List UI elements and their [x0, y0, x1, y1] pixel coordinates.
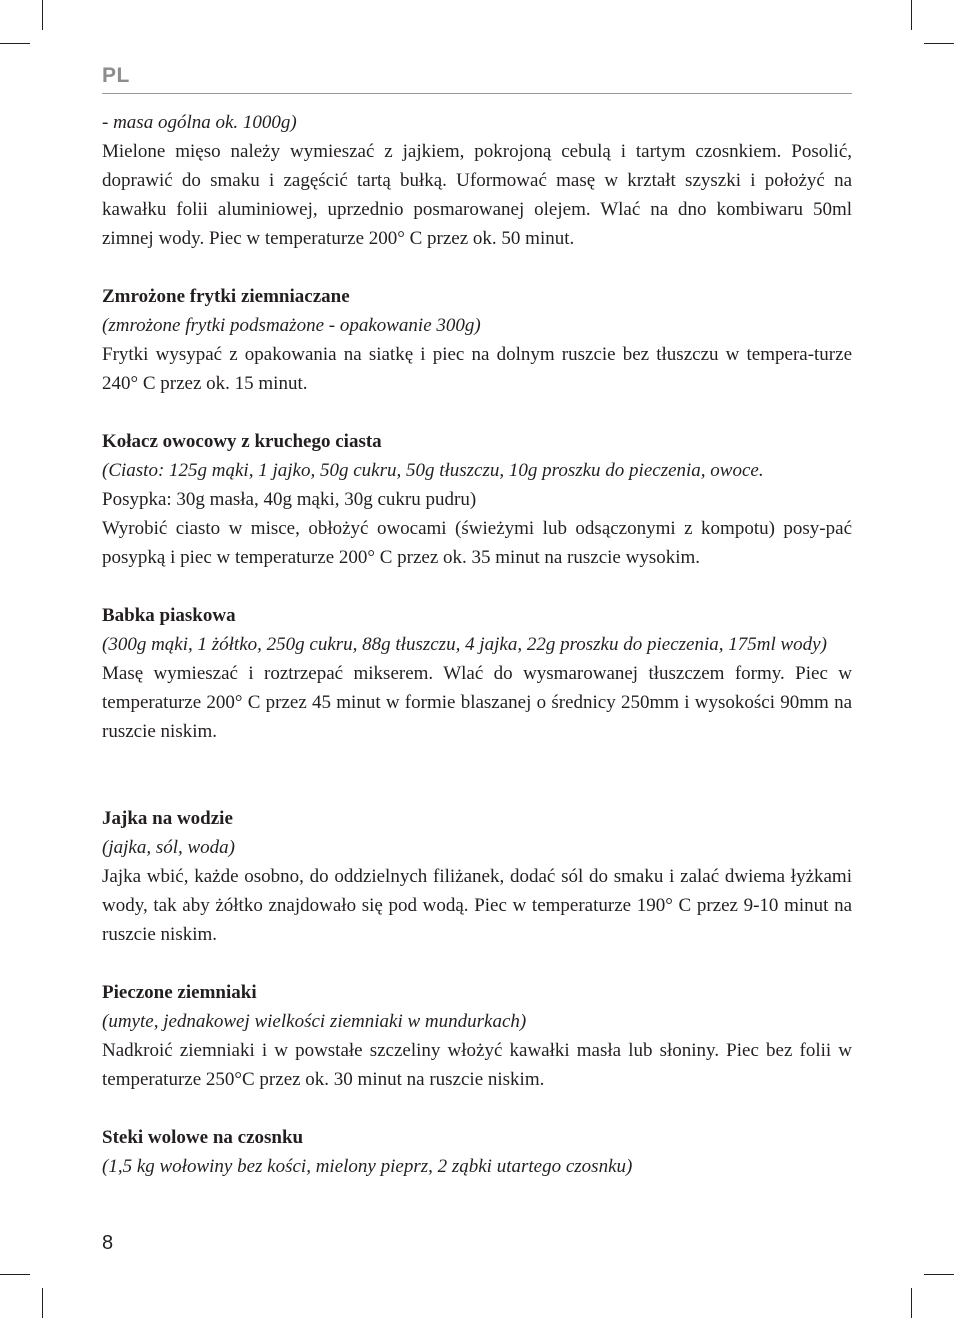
spacer: [102, 253, 852, 282]
crop-mark-top-right-vertical: [911, 0, 912, 30]
recipe-fruit-cake: [102, 427, 852, 572]
page-content: [102, 108, 852, 1181]
recipe-instructions: Masę wymieszać i roztrzepać mikserem. Wlać do wysmarowanej tłuszczem formy. Piec w temperaturze 200° C przez 45 minut w formie blaszanej o średnicy 250mm i wysokości 90mm na ruszcie niskim.: [102, 663, 852, 742]
recipe-ingredients: (umyte, jednakowej wielkości ziemniaki w mundurkach): [102, 1011, 527, 1032]
recipe-title: Kołacz owocowy z kruchego ciasta: [102, 431, 382, 452]
recipe-ingredients: (Ciasto: 125g mąki, 1 jajko, 50g cukru, 50g tłuszczu, 10g proszku do pieczenia, owoce.: [102, 460, 764, 481]
crop-mark-top-left-horizontal: [0, 43, 30, 44]
recipe-instructions: Nadkroić ziemniaki i w powstałe szczeliny włożyć kawałki masła lub słoniny. Piec bez folii w temperaturze 250°C przez ok. 30 minut na ruszcie niskim.: [102, 1040, 852, 1090]
crop-mark-bottom-right-vertical: [911, 1288, 912, 1318]
crop-mark-top-left-vertical: [42, 0, 43, 30]
recipe-ingredients: (300g mąki, 1 żółtko, 250g cukru, 88g tłuszczu, 4 jajka, 22g proszku do pieczenia, 175ml wody): [102, 634, 827, 655]
recipe-instructions: Frytki wysypać z opakowania na siatkę i piec na dolnym ruszcie bez tłuszczu w tempera-turze 240° C przez ok. 15 minut.: [102, 344, 852, 394]
recipe-baked-potatoes: [102, 978, 852, 1094]
page-number: 8: [102, 1232, 114, 1254]
recipe-title: Steki wolowe na czosnku: [102, 1127, 304, 1148]
recipe-title: Pieczone ziemniaki: [102, 982, 257, 1003]
recipe-poached-eggs: [102, 804, 852, 949]
crop-mark-top-right-horizontal: [924, 43, 954, 44]
recipe-ingredients: (1,5 kg wołowiny bez kości, mielony pieprz, 2 ząbki utartego czosnku): [102, 1156, 633, 1177]
recipe-sand-cake: [102, 601, 852, 746]
recipe-title: Jajka na wodzie: [102, 808, 233, 829]
spacer: [102, 949, 852, 978]
recipe-title: Zmrożone frytki ziemniaczane: [102, 286, 350, 307]
recipe-title: Babka piaskowa: [102, 605, 236, 626]
intro-text: Mielone mięso należy wymieszać z jajkiem, pokrojoną cebulą i tartym czosnkiem. Posolić, doprawić do smaku i zagęścić tartą bułką. Uformować masę w krztałt szyszki i położyć na kawałku folii aluminiowej, uprzednio posmarowanej olejem. Wlać na dno kombiwaru 50ml zimnej wody. Piec w temperaturze 200° C przez ok. 50 minut.: [102, 141, 852, 249]
spacer: [102, 1094, 852, 1123]
recipe-ingredients: (zmrożone frytki podsmażone - opakowanie 300g): [102, 315, 481, 336]
crop-mark-bottom-left-vertical: [42, 1288, 43, 1318]
crop-mark-bottom-right-horizontal: [924, 1274, 954, 1275]
recipe-ingredients: (jajka, sól, woda): [102, 837, 235, 858]
language-label: PL: [102, 64, 130, 87]
header-divider: [102, 93, 852, 94]
recipe-garlic-steaks: [102, 1123, 852, 1181]
recipe-frozen-fries: [102, 282, 852, 398]
recipe-topping: Posypka: 30g masła, 40g mąki, 30g cukru pudru): [102, 489, 477, 510]
recipe-instructions: Wyrobić ciasto w misce, obłożyć owocami (świeżymi lub odsączonymi z kompotu) posy-pać posypką i piec w temperaturze 200° C przez ok. 35 minut na ruszcie wysokim.: [102, 518, 852, 568]
crop-mark-bottom-left-horizontal: [0, 1274, 30, 1275]
intro-note: - masa ogólna ok. 1000g): [102, 112, 297, 133]
spacer: [102, 398, 852, 427]
spacer: [102, 572, 852, 601]
spacer: [102, 746, 852, 804]
recipe-instructions: Jajka wbić, każde osobno, do oddzielnych filiżanek, dodać sól do smaku i zalać dwiema łyżkami wody, tak aby żółtko znajdowało się pod wodą. Piec w temperaturze 190° C przez 9-10 minut na ruszcie niskim.: [102, 866, 852, 945]
